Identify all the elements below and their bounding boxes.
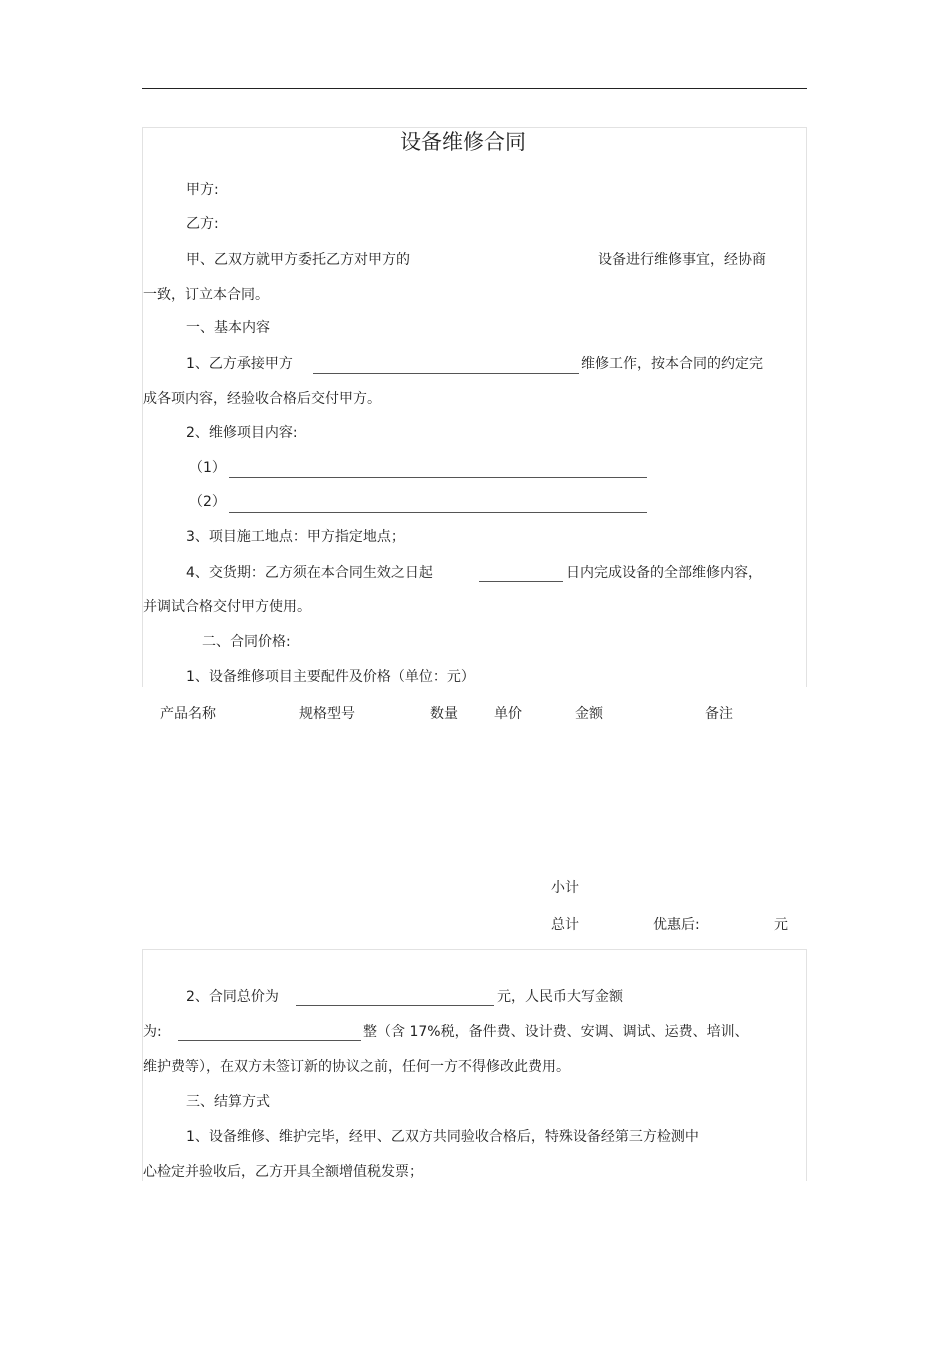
blank-delivery-days[interactable]	[479, 581, 563, 582]
party-b-label: 乙方:	[186, 216, 219, 232]
section3-item1-a: 1、设备维修、维护完毕，经甲、乙双方共同验收合格后，特殊设备经第三方检测中	[186, 1129, 699, 1145]
total-unit: 元	[774, 917, 788, 933]
blank-total-price[interactable]	[296, 1005, 494, 1006]
subtotal-label: 小计	[551, 880, 579, 896]
section2-item2-c: 为:	[143, 1024, 162, 1040]
section2-heading: 二、合同价格:	[202, 634, 291, 650]
section1-item2: 2、维修项目内容:	[186, 425, 298, 441]
section3-item1-b: 心检定并验收后，乙方开具全额增值税发票；	[143, 1164, 423, 1180]
blank-total-price-words[interactable]	[178, 1040, 361, 1041]
section1-item1-b: 维修工作，按本合同的约定完	[581, 356, 763, 372]
document-title: 设备维修合同	[400, 130, 526, 154]
section1-item1-c: 成各项内容，经验收合格后交付甲方。	[143, 391, 381, 407]
table-header-quantity: 数量	[430, 706, 458, 722]
section1-item4-b: 日内完成设备的全部维修内容，	[566, 565, 762, 581]
section2-item2-d: 整（含 17%税，备件费、设计费、安调、调试、运费、培训、	[363, 1024, 749, 1040]
intro-text-3: 一致，订立本合同。	[143, 287, 269, 303]
section1-item1-a: 1、乙方承接甲方	[186, 356, 293, 372]
frame-top-1	[142, 127, 807, 128]
section3-heading: 三、结算方式	[186, 1094, 270, 1110]
table-header-product: 产品名称	[160, 706, 216, 722]
section2-item2-e: 维护费等），在双方未签订新的协议之前，任何一方不得修改此费用。	[143, 1059, 570, 1075]
blank-project-item-2[interactable]	[229, 512, 647, 513]
section2-item2-a: 2、合同总价为	[186, 989, 279, 1005]
section1-item4-a: 4、交货期：乙方须在本合同生效之日起	[186, 565, 433, 581]
blank-repair-scope[interactable]	[313, 373, 579, 374]
project-item-1-label: （1）	[189, 460, 226, 476]
frame-right-1	[806, 127, 807, 687]
section2-item1: 1、设备维修项目主要配件及价格（单位：元）	[186, 669, 475, 685]
discount-label: 优惠后:	[653, 917, 700, 933]
section1-heading: 一、基本内容	[186, 320, 270, 336]
total-label: 总计	[551, 917, 579, 933]
frame-top-2	[142, 949, 807, 950]
section1-item4-c: 并调试合格交付甲方使用。	[143, 599, 311, 615]
project-item-2-label: （2）	[189, 494, 226, 510]
frame-right-2	[806, 949, 807, 1181]
section2-item2-b: 元，人民币大写金额	[497, 989, 623, 1005]
section1-item3: 3、项目施工地点：甲方指定地点；	[186, 529, 405, 545]
table-header-remarks: 备注	[705, 706, 733, 722]
blank-project-item-1[interactable]	[229, 477, 647, 478]
intro-text-2: 设备进行维修事宜，经协商	[598, 252, 766, 268]
table-header-spec: 规格型号	[299, 706, 355, 722]
intro-text-1: 甲、乙双方就甲方委托乙方对甲方的	[186, 252, 410, 268]
party-a-label: 甲方:	[186, 182, 219, 198]
table-header-amount: 金额	[575, 706, 603, 722]
header-rule	[142, 88, 807, 89]
table-header-unit-price: 单价	[494, 706, 522, 722]
